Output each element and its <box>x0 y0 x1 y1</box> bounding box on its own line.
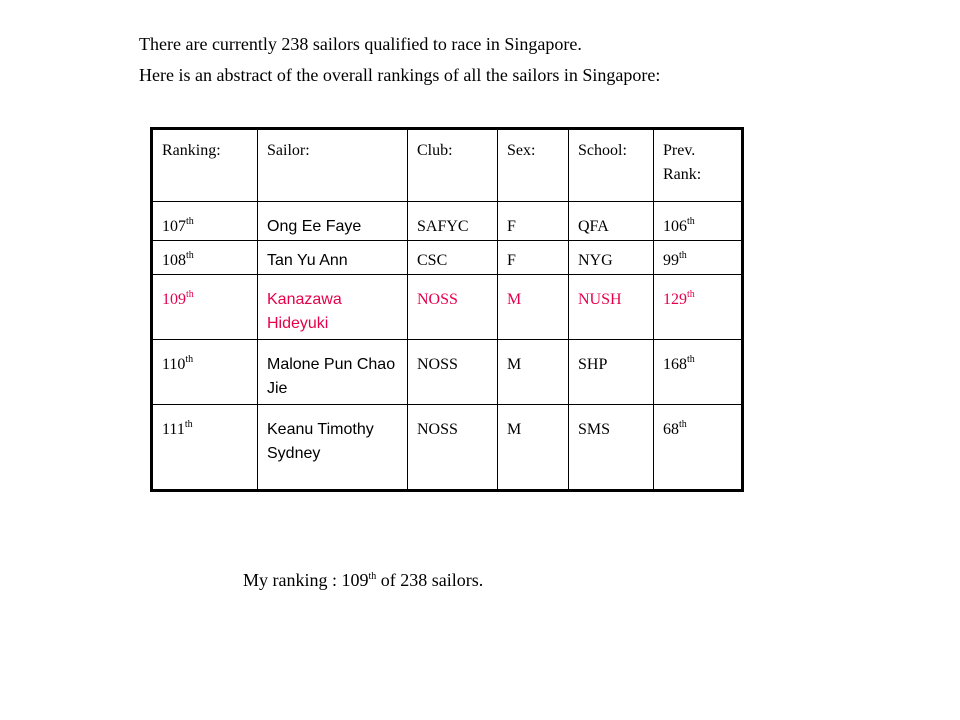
table-row <box>152 241 743 275</box>
cell-club: NOSS <box>408 340 498 405</box>
my-ranking-summary: My ranking : 109th of 238 sailors. <box>243 570 484 590</box>
cell-sex: F <box>498 241 569 275</box>
table-header-row <box>152 129 743 202</box>
cell-school: NYG <box>569 241 654 275</box>
header-school: School: <box>569 129 654 202</box>
cell-ranking: 108th <box>152 241 258 275</box>
cell-ranking: 111th <box>152 405 258 491</box>
cell-sailor: Ong Ee Faye <box>258 202 408 241</box>
header-ranking: Ranking: <box>152 129 258 202</box>
header-sailor: Sailor: <box>258 129 408 202</box>
cell-club: SAFYC <box>408 202 498 241</box>
cell-ranking: 110th <box>152 340 258 405</box>
cell-club: NOSS <box>408 275 498 340</box>
cell-school: SHP <box>569 340 654 405</box>
table-row <box>152 340 743 405</box>
cell-sex: F <box>498 202 569 241</box>
cell-school: NUSH <box>569 275 654 340</box>
cell-club: NOSS <box>408 405 498 491</box>
table-row <box>152 405 743 491</box>
intro-line-2: Here is an abstract of the overall rankings of all the sailors in Singapore: <box>139 65 661 85</box>
header-prev-line2: Rank: <box>663 166 702 183</box>
header-prev-rank <box>654 129 743 202</box>
cell-sailor: Malone Pun Chao Jie <box>258 340 408 405</box>
cell-sailor: Tan Yu Ann <box>258 241 408 275</box>
header-prev-line1: Prev. <box>663 142 696 159</box>
cell-ranking: 107th <box>152 202 258 241</box>
cell-school: SMS <box>569 405 654 491</box>
cell-prev-rank: 68th <box>654 405 743 491</box>
header-sex: Sex: <box>498 129 569 202</box>
cell-sex: M <box>498 405 569 491</box>
cell-prev-rank: 129th <box>654 275 743 340</box>
cell-ranking: 109th <box>152 275 258 340</box>
table-row-highlighted <box>152 275 743 340</box>
cell-school: QFA <box>569 202 654 241</box>
rankings-table <box>150 127 744 492</box>
cell-sex: M <box>498 340 569 405</box>
table-row <box>152 202 743 241</box>
cell-prev-rank: 168th <box>654 340 743 405</box>
cell-sailor: Kanazawa Hideyuki <box>258 275 408 340</box>
header-club: Club: <box>408 129 498 202</box>
cell-prev-rank: 106th <box>654 202 743 241</box>
cell-club: CSC <box>408 241 498 275</box>
intro-line-1: There are currently 238 sailors qualified to race in Singapore. <box>139 34 582 54</box>
cell-prev-rank: 99th <box>654 241 743 275</box>
cell-sailor: Keanu Timothy Sydney <box>258 405 408 491</box>
cell-sex: M <box>498 275 569 340</box>
